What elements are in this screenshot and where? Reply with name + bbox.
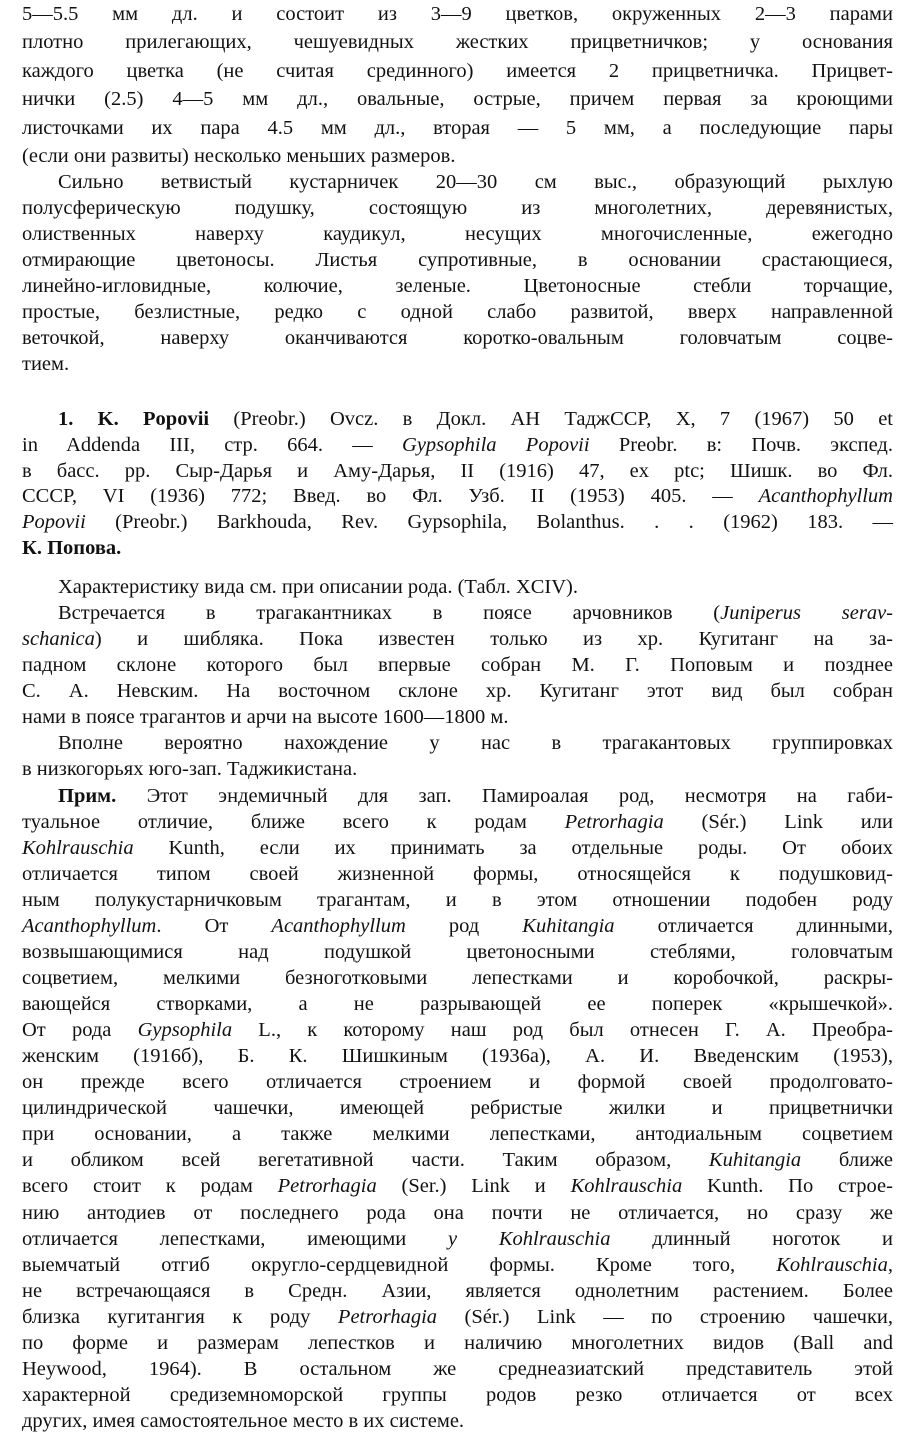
text-run: всего стоит к родам [22, 1175, 278, 1198]
text-line [22, 325, 893, 351]
text-line [22, 678, 893, 704]
bold-text: Прим. [58, 784, 117, 807]
text-line [22, 221, 893, 247]
text-line [22, 574, 893, 600]
text-run: , [887, 1253, 893, 1276]
text-run: в низкогорьях юго-зап. Таджикистана. [22, 758, 358, 781]
italic-text: Petrorhagia [564, 810, 664, 833]
text-run: по форме и размерам лепестков и наличию многолетних видов (Ball and [22, 1331, 893, 1354]
text-line [22, 85, 893, 113]
text-line [22, 1278, 893, 1304]
text-line [22, 510, 893, 536]
paragraph [22, 0, 893, 170]
text-run: плотно прилегающих, чешуевидных жестких прицветничков; у основания [22, 31, 893, 54]
text-run: ) и шибляка. Пока известен только из хр. Кугитанг на за- [94, 628, 893, 651]
text-run: длинный ноготок и [610, 1227, 894, 1250]
text-run: падном склоне которого был впервые собран М. Г. Поповым и позднее [22, 654, 893, 677]
text-run: простые, безлистные, редко с одной слабо развитой, вверх направленной [22, 301, 893, 323]
text-run: нами в поясе трагантов и арчи на высоте 1600—1800 м. [22, 706, 509, 729]
text-line [22, 809, 893, 835]
italic-text: Acanthophyllum [271, 914, 406, 937]
text-line [22, 0, 893, 28]
italic-text: Popovii [22, 511, 86, 534]
text-line [22, 299, 893, 325]
text-run: листочками их пара 4.5 мм дл., вторая — 5 мм, а последующие пары [22, 116, 893, 139]
text-line [22, 1095, 893, 1121]
text-run: СССР, VI (1936) 772; Введ. во Фл. Узб. II (1953) 405. — [22, 485, 759, 508]
text-run: С. А. Невским. На восточном склоне хр. Кугитанг этот вид был собран [22, 680, 893, 703]
text-line [22, 1069, 893, 1095]
text-run: ным полукустарничковым трагантам, и в этом отношении подобен роду [22, 888, 893, 911]
habit-description [22, 169, 893, 377]
text-run: каждого цветка (не считая срединного) имеется 2 прицветничка. Прицвет- [22, 59, 893, 82]
text-line [22, 1330, 893, 1356]
text-run: род [405, 914, 523, 937]
text-line [22, 965, 893, 991]
text-run: in Addenda III, стр. 664. — [22, 433, 403, 456]
italic-text: Petrorhagia [277, 1175, 377, 1198]
text-run: он прежде всего отличается строением и формой своей продолговато- [22, 1071, 893, 1094]
text-run: 5—5.5 мм дл. и состоит из 3—9 цветков, окруженных 2—3 парами [22, 3, 893, 25]
text-run: . От [156, 914, 272, 937]
text-run: Kunth. По строе- [682, 1175, 893, 1198]
text-line [22, 142, 893, 170]
text-run: Heywood, 1964). В остальном же среднеазиатский представитель этой [22, 1357, 893, 1380]
text-run: отличается типом своей жизненной формы, относящейся к подушковид- [22, 862, 893, 885]
italic-text: Kuhitangia [522, 914, 615, 937]
text-line [22, 887, 893, 913]
text-run: линейно-игловидные, колючие, зеленые. Цветоносные стебли торчащие, [22, 275, 893, 297]
text-line [22, 704, 893, 730]
text-line [22, 536, 893, 562]
text-run: отмирающие цветоносы. Листья супротивные, в основании срастающиеся, [22, 249, 893, 271]
text-run: нички (2.5) 4—5 мм дл., овальные, острые, причем первая за кроющими [22, 88, 893, 111]
bold-text: 1. K. Popovii [58, 408, 210, 430]
description-continued [22, 0, 893, 170]
text-run: Preobr. в: Почв. экспед. [589, 433, 893, 456]
text-line [22, 835, 893, 861]
text-line [22, 407, 893, 433]
text-run: Встречается в трагакантниках в поясе арчовников ( [58, 602, 721, 625]
text-run: и обликом всей вегетативной части. Таким образом, [22, 1149, 709, 1172]
text-line [22, 991, 893, 1017]
text-line [22, 28, 893, 56]
text-run: От рода [22, 1019, 138, 1042]
text-line [22, 1173, 893, 1199]
text-line [22, 114, 893, 142]
italic-text: schanica [22, 628, 95, 651]
paragraph [22, 407, 893, 562]
text-run: близка кугитангия к роду [22, 1305, 338, 1328]
text-run: ближе [801, 1149, 893, 1172]
text-line [22, 600, 893, 626]
text-run: отличается длинными, [614, 914, 894, 937]
text-run: возвышающимися над подушкой цветоносными стеблями, головчатым [22, 940, 893, 963]
text-run: полусферическую подушку, состоящую из многолетних, деревянистых, [22, 197, 893, 219]
text-run: цилиндрической чашечки, имеющей ребристые жилки и прицветнички [22, 1097, 893, 1120]
text-run: (если они развиты) несколько меньших размеров. [22, 145, 456, 168]
text-run: Сильно ветвистый кустарничек 20—30 см выс., образующий рыхлую [58, 171, 893, 193]
text-run: нию антодиев от последнего рода она почти не отличается, но сразу же [22, 1201, 893, 1224]
text-line [22, 169, 893, 195]
text-run: туальное отличие, ближе всего к родам [22, 810, 565, 833]
text-line [22, 1200, 893, 1226]
text-run: олиственных наверху каудикул, несущих многочисленные, ежегодно [22, 223, 893, 245]
italic-text: Juniperus serav- [720, 602, 893, 625]
text-line [22, 626, 893, 652]
text-line [22, 1147, 893, 1173]
paragraph [22, 169, 893, 377]
text-run: характерной средиземноморской группы родов резко отличается от всех [22, 1383, 893, 1406]
text-line [22, 351, 893, 377]
text-line [22, 783, 893, 809]
italic-text: Acanthophyllum [22, 914, 157, 937]
text-line [22, 861, 893, 887]
italic-text: Acanthophyllum [758, 485, 893, 508]
text-run: (Preobr.) Barkhouda, Rev. Gypsophila, Bolanthus. . . (1962) 183. — [85, 511, 893, 534]
text-line [22, 57, 893, 85]
text-run: (Sér.) Link или [663, 810, 893, 833]
text-line [22, 913, 893, 939]
text-run: Характеристику вида см. при описании рода. (Табл. XCIV). [58, 576, 578, 598]
text-line [22, 195, 893, 221]
text-run: тием. [22, 353, 70, 375]
text-line [22, 756, 893, 782]
text-line [22, 1226, 893, 1252]
italic-text: Gypsophila [137, 1019, 233, 1042]
text-run: других, имея самостоятельное место в их системе. [22, 1410, 465, 1432]
text-line [22, 459, 893, 485]
text-run: (Ser.) Link и [376, 1175, 571, 1198]
paragraph [22, 730, 893, 782]
text-line [22, 1304, 893, 1330]
text-run: выемчатый отгиб округло-сердцевидной формы. Кроме того, [22, 1253, 777, 1276]
text-line [22, 1382, 893, 1408]
text-run: отличается лепестками, имеющими [22, 1227, 448, 1250]
paragraph [22, 783, 893, 1435]
text-run: Этот эндемичный для зап. Памироалая род, несмотря на габи- [116, 784, 893, 807]
text-run: соцветием, мелкими безноготковыми лепестками и коробочкой, раскры- [22, 966, 893, 989]
text-line [22, 939, 893, 965]
text-line [22, 1121, 893, 1147]
text-run: L., к которому наш род был отнесен Г. А. Преобра- [232, 1019, 894, 1042]
italic-text: Kohlrauschia [22, 836, 134, 859]
text-run: не встречающаяся в Средн. Азии, является однолетним растением. Более [22, 1279, 893, 1302]
text-run: (Sér.) Link — по строению чашечки, [437, 1305, 893, 1328]
text-run: Kunth, если их принимать за отдельные роды. От обоих [133, 836, 893, 859]
paragraph [22, 600, 893, 730]
text-line [22, 273, 893, 299]
species-notes [22, 574, 893, 1434]
text-line [22, 433, 893, 459]
italic-text: Kuhitangia [708, 1149, 802, 1172]
text-run: вающейся створками, а не разрывающей ее поперек «крышечкой». [22, 993, 893, 1015]
text-line [22, 1408, 893, 1434]
text-line [22, 1017, 893, 1043]
text-run: веточкой, наверху оканчиваются коротко-овальным головчатым соцве- [22, 327, 893, 349]
italic-text: Petrorhagia [337, 1305, 438, 1328]
text-run: Вполне вероятно нахождение у нас в трагакантовых группировках [58, 732, 893, 755]
text-line [22, 1356, 893, 1382]
text-line [22, 652, 893, 678]
text-run: при основании, а также мелкими лепестками, антодиальным соцветием [22, 1123, 893, 1146]
text-line [22, 247, 893, 273]
species-citation [22, 407, 893, 562]
italic-text: у Kohlrauschia [447, 1227, 611, 1250]
text-line [22, 1043, 893, 1069]
text-run: женским (1916б), Б. К. Шишкиным (1936а), А. И. Введенским (1953), [22, 1045, 893, 1068]
italic-text: Kohlrauschia [570, 1175, 683, 1198]
italic-text: Kohlrauschia [776, 1253, 888, 1276]
text-run: в басс. рр. Сыр-Дарья и Аму-Дарья, II (1916) 47, ex ptc; Шишк. во Фл. [22, 459, 893, 482]
paragraph [22, 574, 893, 600]
italic-text: Gypsophila Popovii [402, 433, 590, 456]
text-line [22, 484, 893, 510]
text-line [22, 730, 893, 756]
bold-text: К. Попова. [22, 536, 122, 559]
text-run: (Preobr.) Ovcz. в Докл. АН ТаджССР, X, 7 (1967) 50 et [209, 408, 893, 430]
text-line [22, 1252, 893, 1278]
